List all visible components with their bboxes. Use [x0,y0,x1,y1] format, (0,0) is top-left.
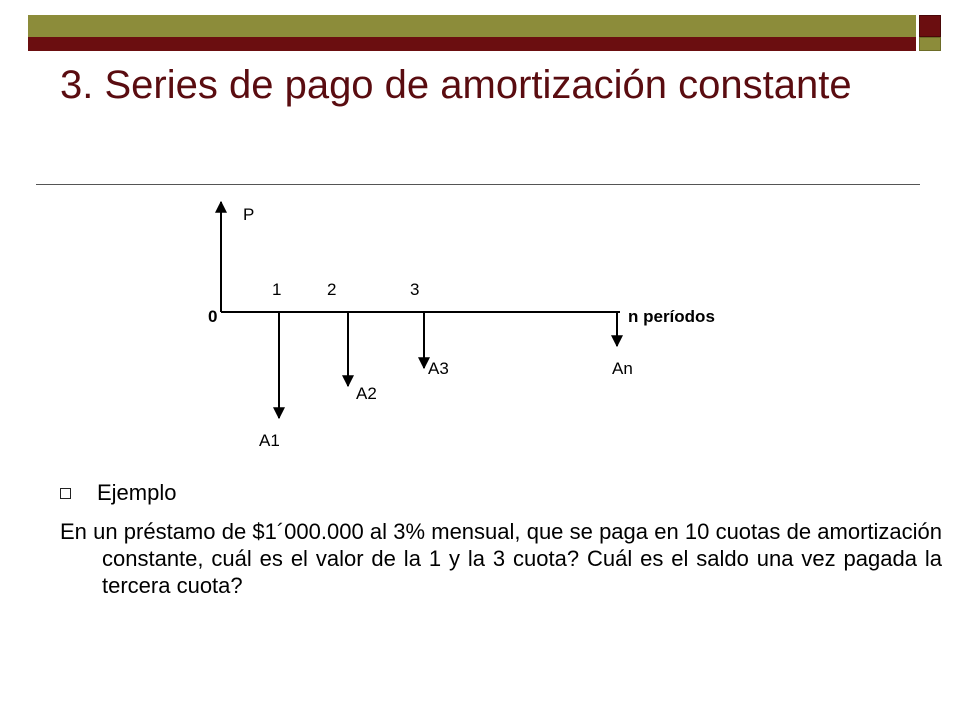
slide-title: 3. Series de pago de amortización constante [60,63,852,107]
period-label-1: 1 [272,280,282,299]
period-label-3: 3 [410,280,420,299]
origin-label: 0 [208,307,218,326]
payment-label-a2: A2 [356,384,377,403]
payment-label-a1: A1 [259,431,280,450]
payment-label-an: An [612,359,633,378]
bullet-text: Ejemplo [97,480,177,505]
period-label-2: 2 [327,280,337,299]
payment-label-a3: A3 [428,359,449,378]
hollow-square-bullet-icon [60,488,71,499]
bullet-item [60,480,176,506]
axis-label: n períodos [628,307,715,326]
principal-label: P [243,205,255,224]
example-paragraph: En un préstamo de $1´000.000 al 3% mensual, que se paga en 10 cuotas de amortización constante, cuál es el valor de la 1 y la 3 cuota? Cuál es el saldo una vez pagada la tercera cuota? [60,519,942,599]
